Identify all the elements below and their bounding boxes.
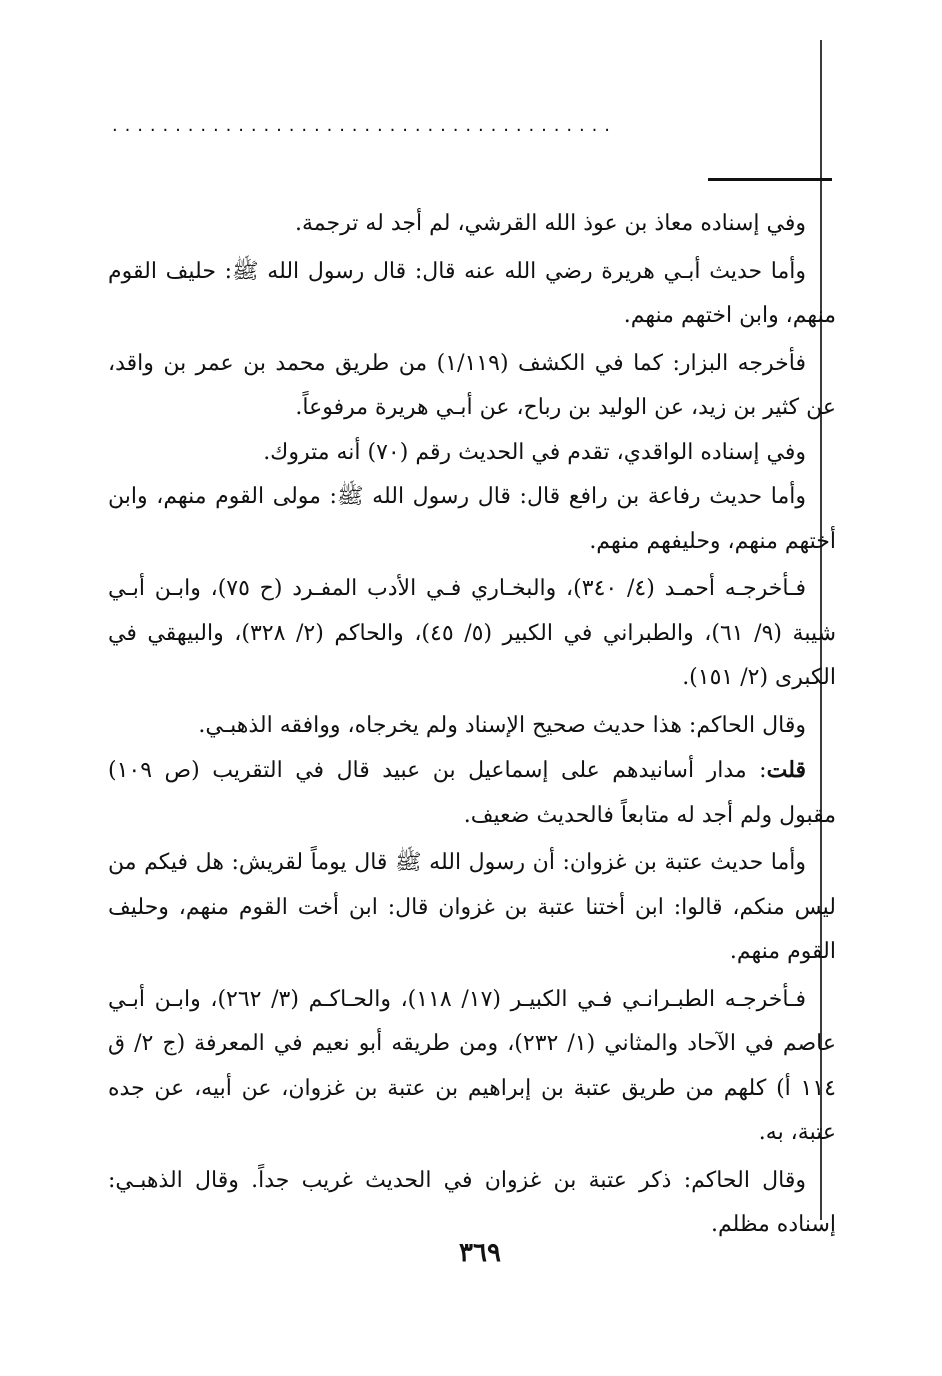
paragraph-11: وقال الحاكم: ذكر عتبة بن غزوان في الحديث غريب جداً. وقال الذهبـي: إسناده مظلم. xyxy=(108,1167,836,1237)
paragraph-10: فـأخرجـه الطبـرانـي فـي الكبيـر (١٧/ ١١٨)، والحـاكـم (٣/ ٢٦٢)، وابـن أبـي عاصم في الآحاد والمثاني (١/ ٢٣٢)، ومن طريقه أبو نعيم في المعرفة (ج ٢/ ق ١١٤ أ) كلهم من طريق عتبة بن إبراهيم بن عتبة بن غزوان، عن أبيه، عن جده عتبة، به. xyxy=(108,986,836,1145)
qult-lead: قلت xyxy=(766,757,806,783)
page-number: ٣٦٩ xyxy=(459,1238,501,1268)
paragraph-7: وقال الحاكم: هذا حديث صحيح الإسناد ولم يخرجاه، ووافقه الذهبـي. xyxy=(198,712,806,738)
paragraph-1: وفي إسناده معاذ بن عوذ الله القرشي، لم أجد له ترجمة. xyxy=(295,211,806,236)
paragraph-8-body: : مدار أسانيدهم على إسماعيل بن عبيد قال في التقريب (ص ١٠٩) مقبول ولم أجد له متابعاً فالحديث ضعيف. xyxy=(108,758,836,828)
body-text xyxy=(108,202,836,1248)
dotted-separator: ........................................ xyxy=(112,116,617,136)
paragraph-5: وأما حديث رفاعة بن رافع قال: قال رسول الله ﷺ: مولى القوم منهم، وابن أختهم منهم، وحليفهم منهم. xyxy=(108,484,836,554)
paragraph-6: فـأخرجـه أحمـد (٤/ ٣٤٠)، والبخـاري فـي الأدب المفـرد (ح ٧٥)، وابـن أبـي شيبة (٩/ ٦١)، والطبراني في الكبير (٥/ ٤٥)، والحاكم (٢/ ٣٢٨)، والبيهقي في الكبرى (٢/ ١٥١). xyxy=(108,576,837,690)
footnote-rule xyxy=(708,178,832,181)
paragraph-4: وفي إسناده الواقدي، تقدم في الحديث رقم (٧٠) أنه متروك. xyxy=(263,439,806,465)
paragraph-8 xyxy=(108,748,836,838)
paragraph-9: وأما حديث عتبة بن غزوان: أن رسول الله ﷺ قال يوماً لقريش: هل فيكم من ليس منكم، قالوا: ابن أختنا عتبة بن غزوان قال: ابن أخت القوم منهم، وحليف القوم منهم. xyxy=(108,850,836,964)
paragraph-2: وأما حديث أبـي هريرة رضي الله عنه قال: قال رسول الله ﷺ: حليف القوم منهم، وابن اختهم منهم. xyxy=(108,258,836,328)
paragraph-3: فأخرجه البزار: كما في الكشف (١/١١٩) من طريق محمد بن عمر بن واقد، عن كثير بن زيد، عن الوليد بن رباح، عن أبـي هريرة مرفوعاً. xyxy=(108,350,836,420)
